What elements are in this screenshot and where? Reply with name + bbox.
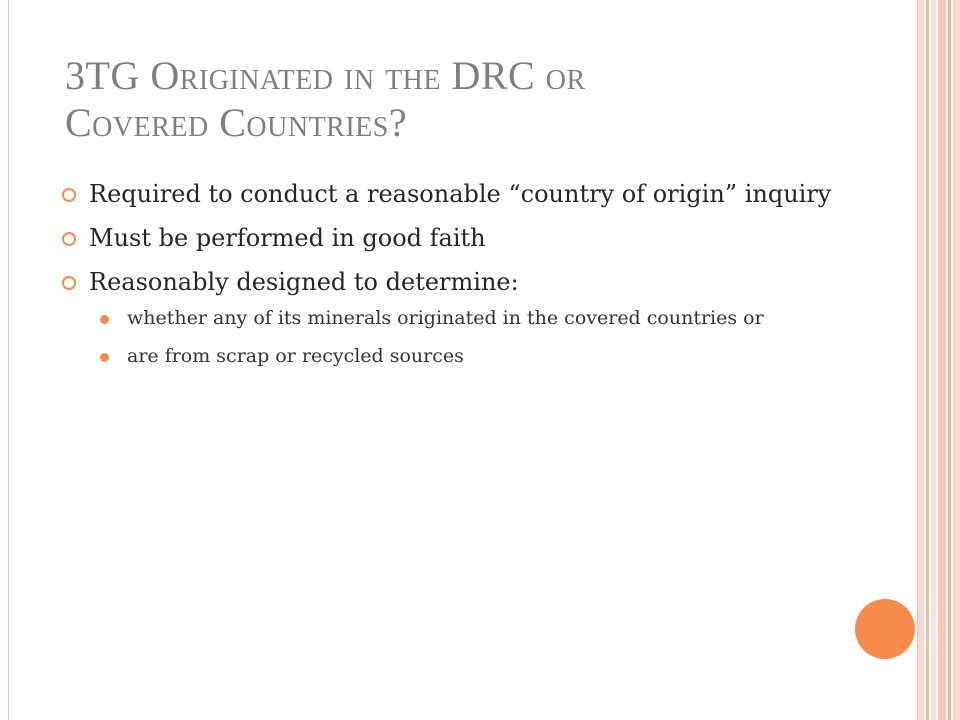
bullet-item: [62, 266, 842, 299]
sub-bullet-item: [62, 305, 842, 331]
decorative-stripe: [918, 0, 924, 720]
bullet-ring-icon: [62, 276, 76, 290]
sub-bullet-text: whether any of its minerals originated in the covered countries or: [127, 307, 764, 329]
bullet-dot-icon: [100, 353, 109, 362]
bullet-dot-icon: [100, 315, 109, 324]
slide-title-line: 3TG Originated in the DRC or: [65, 53, 586, 98]
bullet-item: [62, 222, 842, 255]
bullet-ring-icon: [62, 232, 76, 246]
bullet-text: Reasonably designed to determine:: [89, 268, 519, 296]
decorative-stripe: [931, 0, 936, 720]
slide-title: [65, 52, 885, 146]
bullet-ring-icon: [62, 188, 76, 202]
bullet-text: Required to conduct a reasonable “country of origin” inquiry: [89, 180, 832, 208]
slide-title-line: Covered Countries?: [65, 100, 408, 145]
bullet-list: [62, 178, 842, 381]
sub-bullet-item: [62, 343, 842, 369]
decorative-stripe: [938, 0, 946, 720]
decorative-stripe: [948, 0, 951, 720]
bullet-item: [62, 178, 842, 211]
decorative-stripe: [926, 0, 929, 720]
sub-bullet-text: are from scrap or recycled sources: [127, 345, 464, 367]
bullet-text: Must be performed in good faith: [89, 224, 486, 252]
decorative-circle-icon: [855, 599, 915, 659]
decorative-stripe: [953, 0, 960, 720]
